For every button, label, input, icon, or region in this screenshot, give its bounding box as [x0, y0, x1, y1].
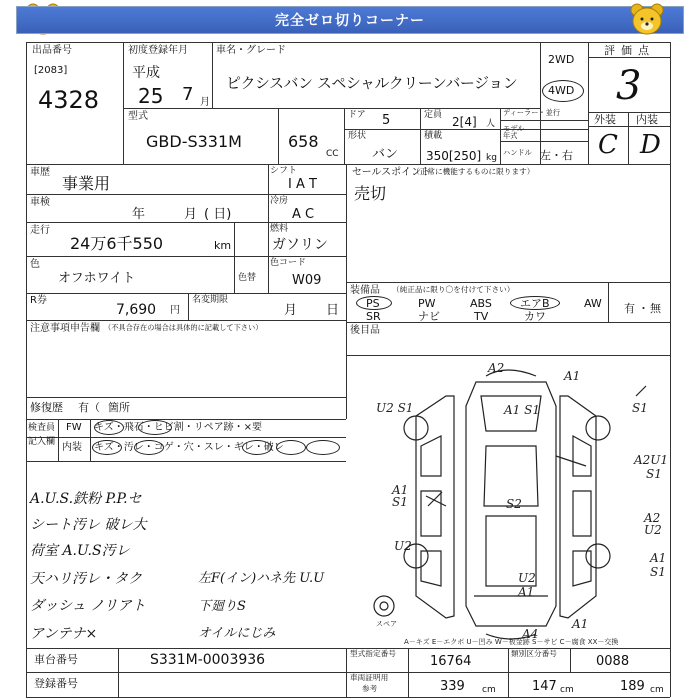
int-sure-circle — [242, 440, 272, 455]
equip-airbag: エアB — [520, 297, 550, 310]
mark-u2-right: U2 — [644, 523, 662, 537]
equip-note: （純正品に限り〇を付けて下さい） — [392, 286, 515, 295]
exterior-grade: C — [598, 130, 618, 160]
shape-label: 形状 — [348, 131, 367, 141]
equip-sr: SR — [366, 310, 381, 323]
name-change-day: 日 — [326, 303, 340, 318]
recycle-label: R券 — [30, 295, 47, 306]
drive-2wd: 2WD — [548, 53, 575, 66]
handle-value: 左・右 — [540, 149, 573, 162]
cc-unit: CC — [326, 149, 339, 159]
int-kizu-circle — [92, 440, 122, 455]
note-line-3: 荷室 A.U.S汚レ — [30, 543, 130, 559]
drive-4wd: 4WD — [548, 84, 575, 97]
class-value: 0088 — [596, 654, 630, 669]
color-label: 色 — [30, 259, 40, 270]
repair-label: 修復歴 — [30, 401, 63, 414]
equip-tv: TV — [474, 310, 489, 323]
mark-a2u1-right: A2U1 — [634, 453, 669, 467]
equip-pw: PW — [418, 297, 436, 310]
mark-a1s1-hood: A1 S1 — [504, 403, 540, 417]
height-value: 189 — [620, 679, 645, 694]
equip-ps: PS — [366, 297, 380, 310]
mileage-label: 走行 — [30, 225, 50, 236]
score-value: 3 — [616, 63, 642, 109]
int-yabure-circle — [306, 440, 340, 455]
mileage-value: 24万6千550 — [70, 234, 164, 253]
mark-a1-rear: A1 — [518, 585, 535, 599]
repair-unit: 箇所 — [108, 401, 130, 414]
diagram-legend: A－キズ E－エクボ U－凹み W－板金跡 S－サビ C－腐食 XX－交換 — [404, 638, 619, 646]
equip-no: 無 — [650, 302, 661, 315]
inspection-month: 月 — [184, 207, 198, 222]
sales-value: 売切 — [354, 184, 387, 203]
mark-s1-right: S1 — [632, 401, 648, 415]
first-reg-label: 初度登録年月 — [128, 45, 188, 56]
shift-label: シフト — [270, 166, 298, 176]
car-damage-diagram — [346, 356, 670, 648]
chassis-value: S331M-0003936 — [150, 652, 266, 668]
model-year-label: モデル年式 — [503, 125, 525, 141]
lot-number: 4328 — [38, 86, 100, 114]
mark-a4-bottom: A4 — [522, 627, 539, 641]
mark-s1-right-rear: S1 — [650, 565, 666, 579]
note-line-5: ダッシュ ノリアト — [30, 598, 146, 614]
fw-items: キズ・飛石・ヒビ割・リペア跡・×要 — [94, 422, 262, 433]
inspection-year: 年 — [132, 207, 146, 222]
name-change-label: 名変期限 — [192, 295, 229, 305]
handle-label: ハンドル — [503, 149, 532, 158]
note-right-2: 下廻りS — [198, 599, 246, 614]
length-unit: cm — [482, 685, 496, 695]
size-sub: 参考 — [362, 685, 378, 694]
seats-label: 定員 — [424, 110, 443, 120]
mark-u2s1-left: U2 S1 — [376, 401, 414, 415]
equip-leather: カワ — [524, 310, 546, 323]
mark-a2-right: A2 — [644, 511, 661, 525]
interior-label: 内装 — [636, 113, 658, 126]
height-unit: cm — [650, 685, 664, 695]
km-unit: km — [214, 239, 232, 252]
int-items: キズ・汚レ・コゲ・穴・スレ・ギレ・破レ — [94, 442, 284, 453]
color-code-value: W09 — [292, 273, 322, 288]
mark-a1-front: A1 — [564, 369, 581, 383]
recycle-value: 7,690 — [116, 302, 157, 318]
equip-abs: ABS — [470, 297, 492, 310]
name-change-month: 月 — [284, 303, 298, 318]
rear-label: 後目品 — [350, 325, 380, 336]
fw-kizu-circle — [94, 420, 124, 435]
mark-a2-front: A2 — [488, 361, 505, 375]
equip-aw: AW — [584, 297, 602, 310]
lot-label: 出品番号 — [32, 45, 72, 56]
usage-label: 車歴 — [30, 167, 50, 178]
int-yogore-circle — [134, 440, 164, 455]
car-name: ピクシスバン スペシャルクリーンバージョン — [226, 74, 518, 92]
displacement: 658 — [288, 132, 319, 151]
int-label: 内装 — [62, 442, 82, 453]
color-change-label: 色替 — [238, 273, 257, 283]
era: 平成 — [132, 65, 160, 81]
sales-note: （正常に機能するものに限ります） — [412, 168, 535, 177]
mark-a1-right-rear: A1 — [650, 551, 667, 565]
yen-unit: 円 — [170, 305, 180, 316]
chassis-label: 車台番号 — [34, 653, 78, 666]
size-label: 車両証明用 — [350, 674, 389, 683]
model-value: GBD-S331M — [146, 132, 242, 151]
color-code-label: 色コード — [270, 258, 307, 268]
dealer-label: ディーラー・並行 — [503, 109, 561, 118]
class-label: 類別区分番号 — [511, 650, 557, 659]
fuel-value: ガソリン — [272, 237, 328, 253]
caution-label: 注意事項申告欄 — [30, 323, 100, 334]
name-label: 車名・グレード — [216, 45, 286, 56]
mark-a1-bottom: A1 — [572, 617, 589, 631]
spare-label: スペア — [376, 620, 397, 628]
load-label: 積載 — [424, 131, 443, 141]
equip-label: 装備品 — [350, 285, 380, 296]
length-value: 339 — [440, 679, 465, 694]
ac-value: A C — [292, 207, 315, 222]
seats-value: 2[4] — [452, 115, 477, 129]
mark-s1-right2: S1 — [646, 467, 662, 481]
interior-grade: D — [640, 130, 661, 160]
load-unit: kg — [486, 153, 497, 163]
inspection-day: ( 日) — [204, 207, 232, 222]
repair-value: 有（ — [78, 401, 100, 414]
color-value: オフホワイト — [58, 271, 136, 286]
seats-unit: 人 — [486, 119, 496, 129]
fw-tobi-circle — [138, 420, 172, 435]
model-designation-value: 16764 — [430, 654, 472, 669]
mark-s2-roof: S2 — [506, 497, 522, 511]
note-right-3: オイルにじみ — [198, 626, 276, 641]
doors-label: ドア — [348, 110, 366, 120]
banner-title: 完全ゼロ切りコーナー — [16, 6, 684, 34]
exterior-label: 外装 — [594, 113, 616, 126]
shape-value: バン — [372, 147, 399, 162]
note-line-6: アンテナ× — [30, 626, 98, 642]
note-right-1: 左F(イン)ハネ先 U.U — [198, 571, 325, 586]
reg-month-unit: 月 — [200, 97, 210, 108]
model-label: 型式 — [128, 111, 148, 122]
doors-value: 5 — [382, 113, 391, 128]
sales-label: セールスポイント — [352, 167, 432, 178]
fw-label: FW — [66, 422, 82, 433]
score-label: 評価点 — [604, 44, 655, 57]
int-kire-circle — [276, 440, 306, 455]
reg-month: 7 — [182, 84, 194, 105]
usage-value: 事業用 — [62, 174, 111, 193]
check-label: 検査員 — [28, 423, 56, 433]
width-value: 147 — [532, 679, 557, 694]
record-label: 記入欄 — [28, 437, 56, 447]
mark-s1-left: S1 — [392, 495, 408, 509]
note-line-1: A.U.S.鉄粉 P.P.セ — [30, 491, 142, 507]
shift-value: I A T — [288, 177, 317, 192]
mark-u2-left: U2 — [394, 539, 412, 553]
model-designation-label: 型式指定番号 — [350, 650, 396, 659]
equip-yes: 有 — [624, 302, 635, 315]
width-unit: cm — [560, 685, 574, 695]
mark-a1-left: A1 — [392, 483, 409, 497]
lot-sub: [2083] — [34, 65, 68, 76]
fuel-label: 燃料 — [270, 224, 289, 234]
equip-sep: ・ — [638, 302, 649, 315]
note-line-2: シート汚レ 破レ大 — [30, 517, 147, 533]
ac-label: 冷房 — [270, 196, 289, 206]
reg-label: 登録番号 — [34, 677, 78, 690]
load-value: 350[250] — [426, 149, 482, 163]
reg-year: 25 — [138, 84, 164, 108]
inspection-label: 車検 — [30, 197, 50, 208]
note-line-4: 天ハリ汚レ・タク — [30, 571, 142, 587]
mark-u2-rear: U2 — [518, 571, 536, 585]
caution-note: （不具合存在の場合は具体的に記載して下さい） — [104, 324, 263, 333]
equip-navi: ナビ — [418, 310, 440, 323]
